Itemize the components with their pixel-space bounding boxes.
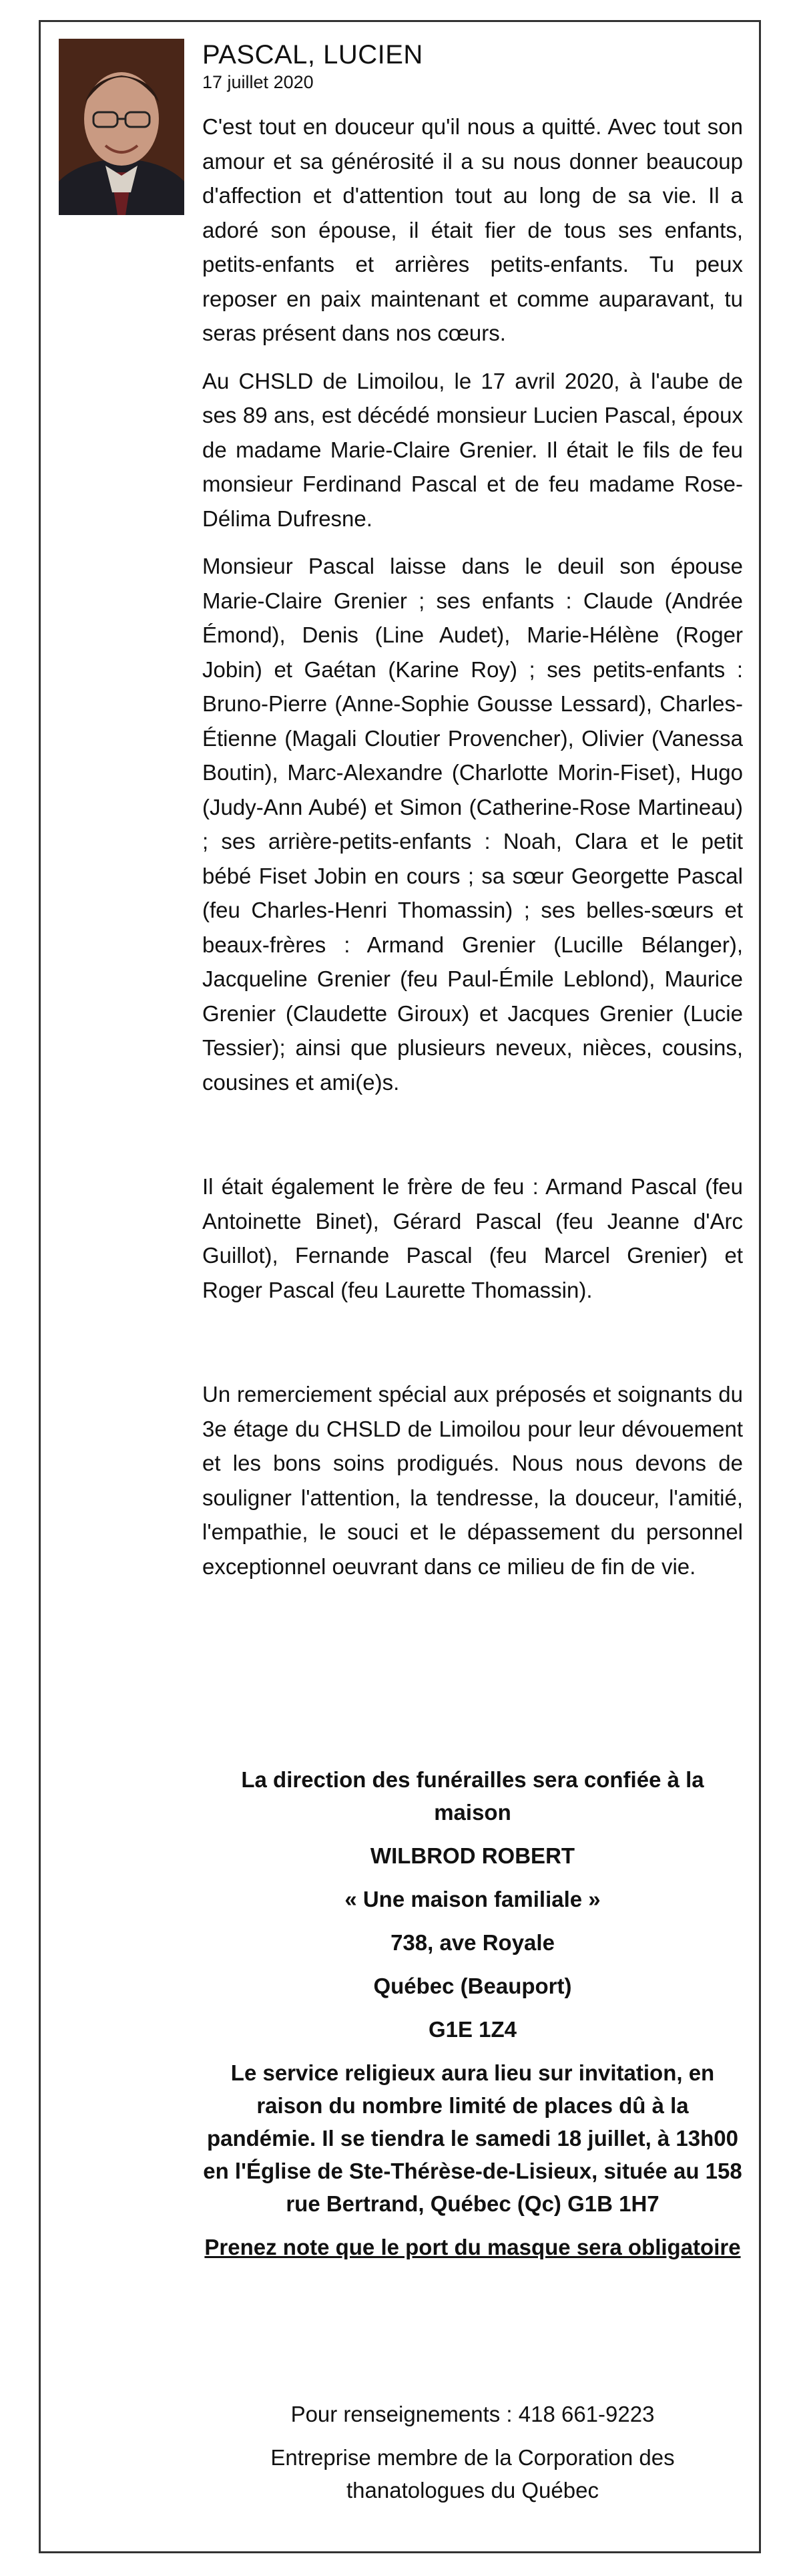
- portrait-photo: [59, 39, 184, 215]
- tribute-paragraph: C'est tout en douceur qu'il nous a quitté. Avec tout son amour et sa générosité il a su nous donner beaucoup d'affection et d'attention tout au long de sa vie. Il a adoré son épouse, il était fier de tous ses enfants, petits-enfants et arrières petits-enfants. Tu peux reposer en paix maintenant et comme auparavant, tu seras présent dans nos cœurs.: [202, 114, 743, 345]
- funeral-info: [202, 1763, 743, 2274]
- corporation-member: Entreprise membre de la Corporation des thanatologues du Québec: [270, 2445, 675, 2503]
- funeral-direction: La direction des funérailles sera confiée à la maison: [241, 1767, 704, 1825]
- siblings-paragraph: Il était également le frère de feu : Armand Pascal (feu Antoinette Binet), Gérard Pascal (feu Jeanne d'Arc Guillot), Fernande Pascal (feu Marcel Grenier) et Roger Pascal (feu Laurette Thomassin).: [202, 1174, 743, 1302]
- obituary-header: [202, 39, 743, 94]
- footer: [202, 2398, 743, 2517]
- funeral-home-slogan: « Une maison familiale »: [344, 1887, 601, 1911]
- survivors-paragraph: Monsieur Pascal laisse dans le deuil son épouse Marie-Claire Grenier ; ses enfants : Claude (Andrée Émond), Denis (Line Audet), Marie-Hélène (Roger Jobin) et Gaétan (Karine Roy) ; ses petits-enfants : Bruno-Pierre (Anne-Sophie Gousse Lessard), Charles-Étienne (Magali Cloutier Provencher), Olivier (Vanessa Boutin), Marc-Alexandre (Charlotte Morin-Fiset), Hugo (Judy-Ann Aubé) et Simon (Catherine-Rose Martineau) ; ses arrière-petits-enfants : Noah, Clara et le petit bébé Fiset Jobin en cours ; sa sœur Georgette Pascal (feu Charles-Henri Thomassin) ; ses belles-sœurs et beaux-frères : Armand Grenier (Lucille Bélanger), Jacqueline Grenier (feu Paul-Émile Leblond), Maurice Grenier (Claudette Giroux) et Jacques Grenier (Lucie Tessier); ainsi que plusieurs neveux, nièces, cousins, cousines et ami(e)s.: [202, 554, 743, 1095]
- service-details: Le service religieux aura lieu sur invitation, en raison du nombre limité de places dû à la pandémie. Il se tiendra le samedi 18 juillet, à 13h00 en l'Église de Ste-Thérèse-de-Lisieux, située au 158 rue Bertrand, Québec (Qc) G1B 1H7: [203, 2060, 742, 2216]
- death-notice-paragraph: Au CHSLD de Limoilou, le 17 avril 2020, à l'aube de ses 89 ans, est décédé monsieur Lucien Pascal, époux de madame Marie-Claire Grenier. Il était le fils de feu monsieur Ferdinand Pascal et de feu madame Rose-Délima Dufresne.: [202, 368, 743, 531]
- mask-note: Prenez note que le port du masque sera obligatoire: [204, 2235, 741, 2259]
- funeral-home-city: Québec (Beauport): [373, 1974, 572, 1998]
- thanks-paragraph: Un remerciement spécial aux préposés et soignants du 3e étage du CHSLD de Limoilou pour leur dévouement et les bons soins prodigués. Nous nous devons de souligner l'attention, la tendresse, la douceur, l'amitié, l'empathie, le souci et le dépassement du personnel exceptionnel oeuvrant dans ce milieu de fin de vie.: [202, 1382, 743, 1579]
- funeral-home-postal: G1E 1Z4: [428, 2017, 517, 2042]
- deceased-name: PASCAL, LUCIEN: [202, 40, 423, 69]
- contact-info: Pour renseignements : 418 661-9223: [290, 2402, 655, 2426]
- funeral-home-street: 738, ave Royale: [390, 1930, 555, 1955]
- publication-date: 17 juillet 2020: [202, 72, 314, 92]
- obituary-body: [202, 110, 743, 1597]
- funeral-home-name: WILBROD ROBERT: [370, 1843, 575, 1868]
